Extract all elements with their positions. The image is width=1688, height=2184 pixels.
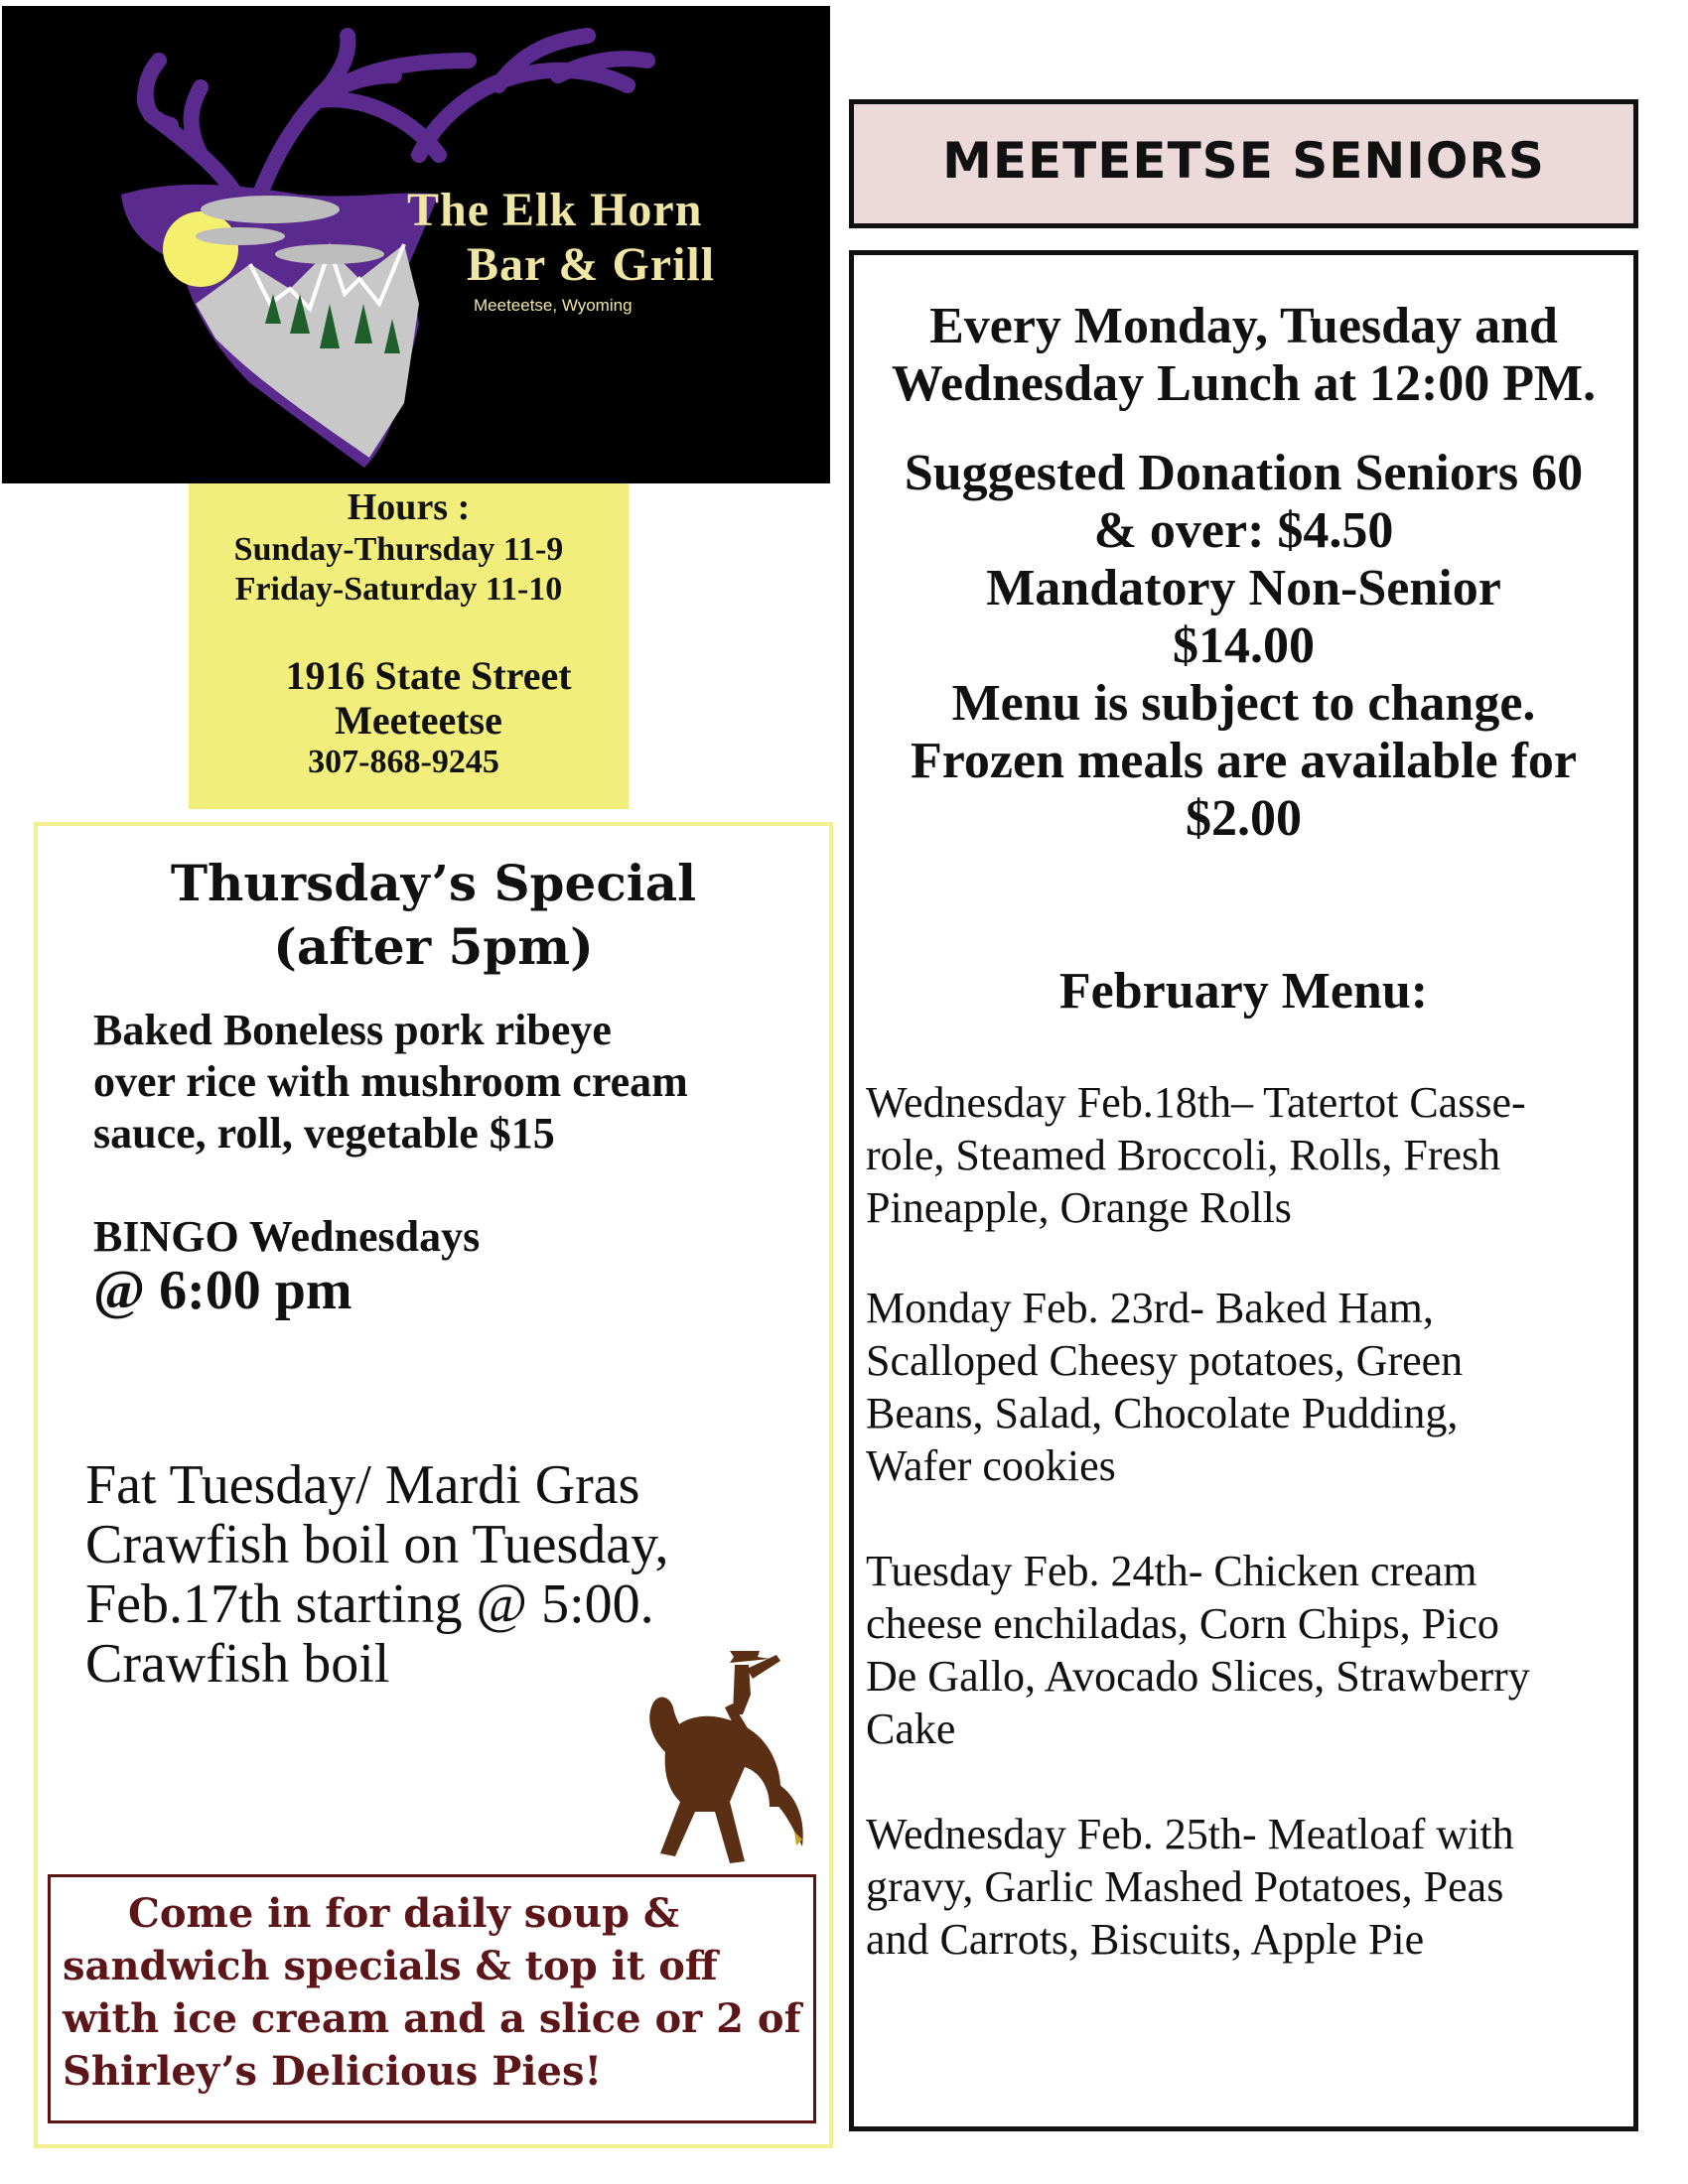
bucking-horse-rider-icon bbox=[635, 1643, 814, 1881]
menu-entry-1-line-2: role, Steamed Broccoli, Rolls, Fresh bbox=[866, 1131, 1501, 1179]
menu-entry-2-line-2: Scalloped Cheesy potatoes, Green bbox=[866, 1336, 1464, 1385]
menu-entry-4-line-3: and Carrots, Biscuits, Apple Pie bbox=[866, 1915, 1425, 1964]
schedule-line-2: Wednesday Lunch at 12:00 PM. bbox=[891, 355, 1597, 412]
fat-tuesday-line-1: Fat Tuesday/ Mardi Gras bbox=[85, 1454, 640, 1516]
donation-line-1: Suggested Donation Seniors 60 bbox=[904, 445, 1584, 501]
thursday-subtitle: (after 5pm) bbox=[273, 917, 594, 976]
schedule-line-1: Every Monday, Tuesday and bbox=[929, 298, 1558, 354]
bingo-line-1: BINGO Wednesdays bbox=[93, 1212, 481, 1261]
daily-line-2: sandwich specials & top it off bbox=[63, 1943, 718, 1989]
donation-line-7: $2.00 bbox=[1186, 790, 1302, 847]
seniors-header-box bbox=[849, 99, 1638, 228]
daily-line-3: with ice cream and a slice or 2 of bbox=[63, 1995, 801, 2042]
hours-line-1: Sunday-Thursday 11-9 bbox=[233, 531, 564, 568]
menu-entry-4-line-1: Wednesday Feb. 25th- Meatloaf with bbox=[866, 1810, 1514, 1858]
donation-line-4: $14.00 bbox=[1173, 617, 1315, 674]
fat-tuesday-line-3: Feb.17th starting @ 5:00. bbox=[85, 1573, 654, 1635]
special-line-3: sauce, roll, vegetable $15 bbox=[93, 1109, 555, 1158]
elk-horn-logo bbox=[2, 6, 830, 483]
logo-name-line2: Bar & Grill bbox=[467, 238, 716, 291]
menu-entry-3-line-3: De Gallo, Avocado Slices, Strawberry bbox=[866, 1652, 1530, 1701]
menu-entry-1-line-3: Pineapple, Orange Rolls bbox=[866, 1183, 1292, 1232]
logo-name-line1: The Elk Horn bbox=[407, 184, 703, 236]
hours-line-2: Friday-Saturday 11-10 bbox=[234, 571, 563, 608]
address-city: Meeteetse bbox=[335, 698, 502, 743]
fat-tuesday-line-2: Crawfish boil on Tuesday, bbox=[85, 1514, 669, 1575]
daily-line-1: Come in for daily soup & bbox=[128, 1890, 680, 1937]
hours-heading: Hours : bbox=[347, 486, 471, 528]
menu-entry-1-line-1: Wednesday Feb.18th– Tatertot Casse- bbox=[866, 1078, 1526, 1127]
daily-line-4: Shirley’s Delicious Pies! bbox=[63, 2048, 603, 2095]
bingo-line-2: @ 6:00 pm bbox=[93, 1260, 352, 1321]
menu-entry-2-line-3: Beans, Salad, Chocolate Pudding, bbox=[866, 1389, 1459, 1437]
donation-line-5: Menu is subject to change. bbox=[951, 675, 1536, 732]
menu-entry-2-line-4: Wafer cookies bbox=[866, 1441, 1116, 1490]
seniors-header-title: MEETEETSE SENIORS bbox=[942, 132, 1545, 190]
special-line-1: Baked Boneless pork ribeye bbox=[93, 1006, 612, 1054]
logo-location: Meeteetse, Wyoming bbox=[474, 296, 633, 315]
special-line-2: over rice with mushroom cream bbox=[93, 1057, 688, 1106]
donation-line-6: Frozen meals are available for bbox=[910, 733, 1578, 789]
menu-entry-3-line-2: cheese enchiladas, Corn Chips, Pico bbox=[866, 1599, 1499, 1648]
hours-box bbox=[189, 483, 629, 809]
thursday-title: Thursday’s Special bbox=[170, 854, 697, 912]
menu-title: February Menu: bbox=[1058, 963, 1429, 1020]
daily-specials-box bbox=[48, 1874, 816, 2123]
donation-line-2: & over: $4.50 bbox=[1093, 502, 1394, 559]
menu-entry-4-line-2: gravy, Garlic Mashed Potatoes, Peas bbox=[866, 1862, 1504, 1911]
donation-line-3: Mandatory Non-Senior bbox=[986, 560, 1501, 616]
seniors-info-box bbox=[849, 250, 1638, 2131]
phone-number: 307-868-9245 bbox=[308, 744, 499, 780]
menu-entry-2-line-1: Monday Feb. 23rd- Baked Ham, bbox=[866, 1284, 1434, 1332]
fat-tuesday-line-4: Crawfish boil bbox=[85, 1633, 390, 1695]
address-street: 1916 State Street bbox=[285, 653, 572, 698]
menu-entry-3-line-1: Tuesday Feb. 24th- Chicken cream bbox=[866, 1547, 1477, 1595]
menu-entry-3-line-4: Cake bbox=[866, 1705, 956, 1753]
